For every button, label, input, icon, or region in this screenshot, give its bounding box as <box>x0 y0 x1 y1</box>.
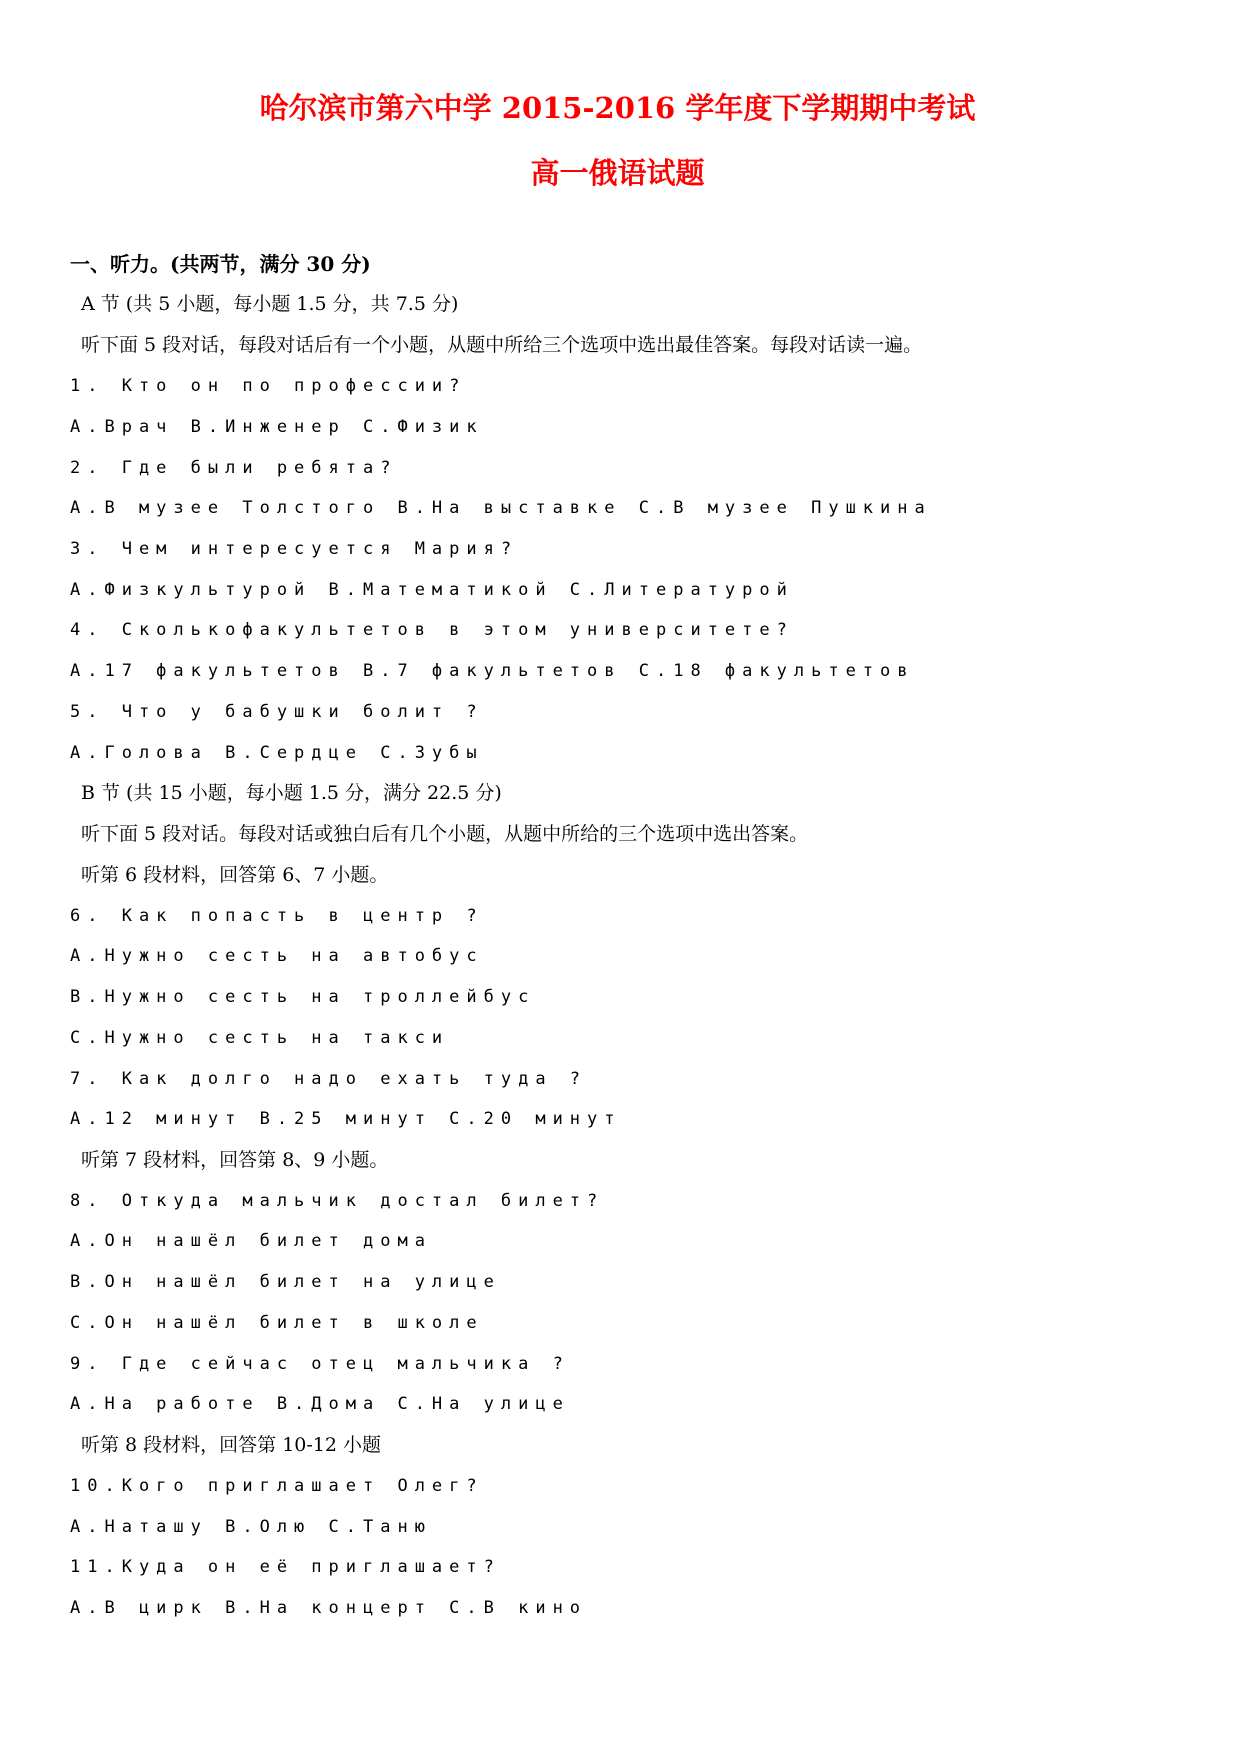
question-3-options: A.Физкультурой B.Математикой C.Литературой <box>70 580 794 600</box>
question-2: 2. Где были ребята? <box>70 458 398 478</box>
question-8: 8. Откуда мальчик достал билет? <box>70 1191 605 1211</box>
question-6: 6. Как попасть в центр ? <box>70 906 484 926</box>
question-9: 9. Где сейчас отец мальчика ? <box>70 1354 570 1374</box>
question-8-option-b: B.Он нашёл билет на улице <box>70 1272 501 1292</box>
material-7-note: 听第 7 段材料，回答第 8、9 小题。 <box>81 1149 389 1171</box>
question-4-options: A.17 факультетов B.7 факультетов C.18 факультетов <box>70 661 915 681</box>
question-1-options: A.Врач B.Инженер C.Физик <box>70 417 484 437</box>
question-8-option-a: A.Он нашёл билет дома <box>70 1231 432 1251</box>
question-10: 10.Кого приглашает Олег? <box>70 1476 484 1496</box>
question-4: 4. Сколькофакультетов в этом университете? <box>70 620 794 640</box>
part-a-instruction: 听下面 5 段对话，每段对话后有一个小题，从题中所给三个选项中选出最佳答案。每段对话读一遍。 <box>81 334 923 356</box>
question-8-option-c: C.Он нашёл билет в школе <box>70 1313 484 1333</box>
part-a-heading: A 节 (共 5 小题，每小题 1.5 分，共 7.5 分) <box>81 293 459 315</box>
question-7-options: A.12 минут B.25 минут C.20 минут <box>70 1109 622 1129</box>
material-6-note: 听第 6 段材料，回答第 6、7 小题。 <box>81 864 389 886</box>
exam-subtitle: 高一俄语试题 <box>530 156 705 190</box>
question-7: 7. Как долго надо ехать туда ? <box>70 1069 588 1089</box>
question-10-options: A.Наташу B.Олю C.Таню <box>70 1517 432 1537</box>
material-8-note: 听第 8 段材料，回答第 10-12 小题 <box>81 1434 382 1456</box>
part-b-instruction: 听下面 5 段对话。每段对话或独白后有几个小题，从题中所给的三个选项中选出答案。 <box>81 823 809 845</box>
part-b-heading: B 节 (共 15 小题，每小题 1.5 分，满分 22.5 分) <box>81 782 502 804</box>
question-9-options: A.На работе B.Дома C.На улице <box>70 1394 570 1414</box>
exam-title: 哈尔滨市第六中学 2015-2016 学年度下学期期中考试 <box>259 91 976 125</box>
question-5: 5. Что у бабушки болит ? <box>70 702 484 722</box>
question-2-options: A.В музее Толстого B.На выставке C.В музее Пушкина <box>70 498 932 518</box>
question-6-option-a: A.Нужно сесть на автобус <box>70 946 484 966</box>
question-1: 1. Кто он по профессии? <box>70 376 467 396</box>
question-6-option-b: B.Нужно сесть на троллейбус <box>70 987 536 1007</box>
question-6-option-c: C.Нужно сесть на такси <box>70 1028 450 1048</box>
question-5-options: A.Голова B.Сердце C.Зубы <box>70 743 484 763</box>
question-3: 3. Чем интересуется Мария? <box>70 539 519 559</box>
question-11-options: A.В цирк B.На концерт C.В кино <box>70 1598 588 1618</box>
section-listening-heading: 一、听力。(共两节，满分 30 分) <box>70 252 371 276</box>
question-11: 11.Куда он её приглашает? <box>70 1557 501 1577</box>
